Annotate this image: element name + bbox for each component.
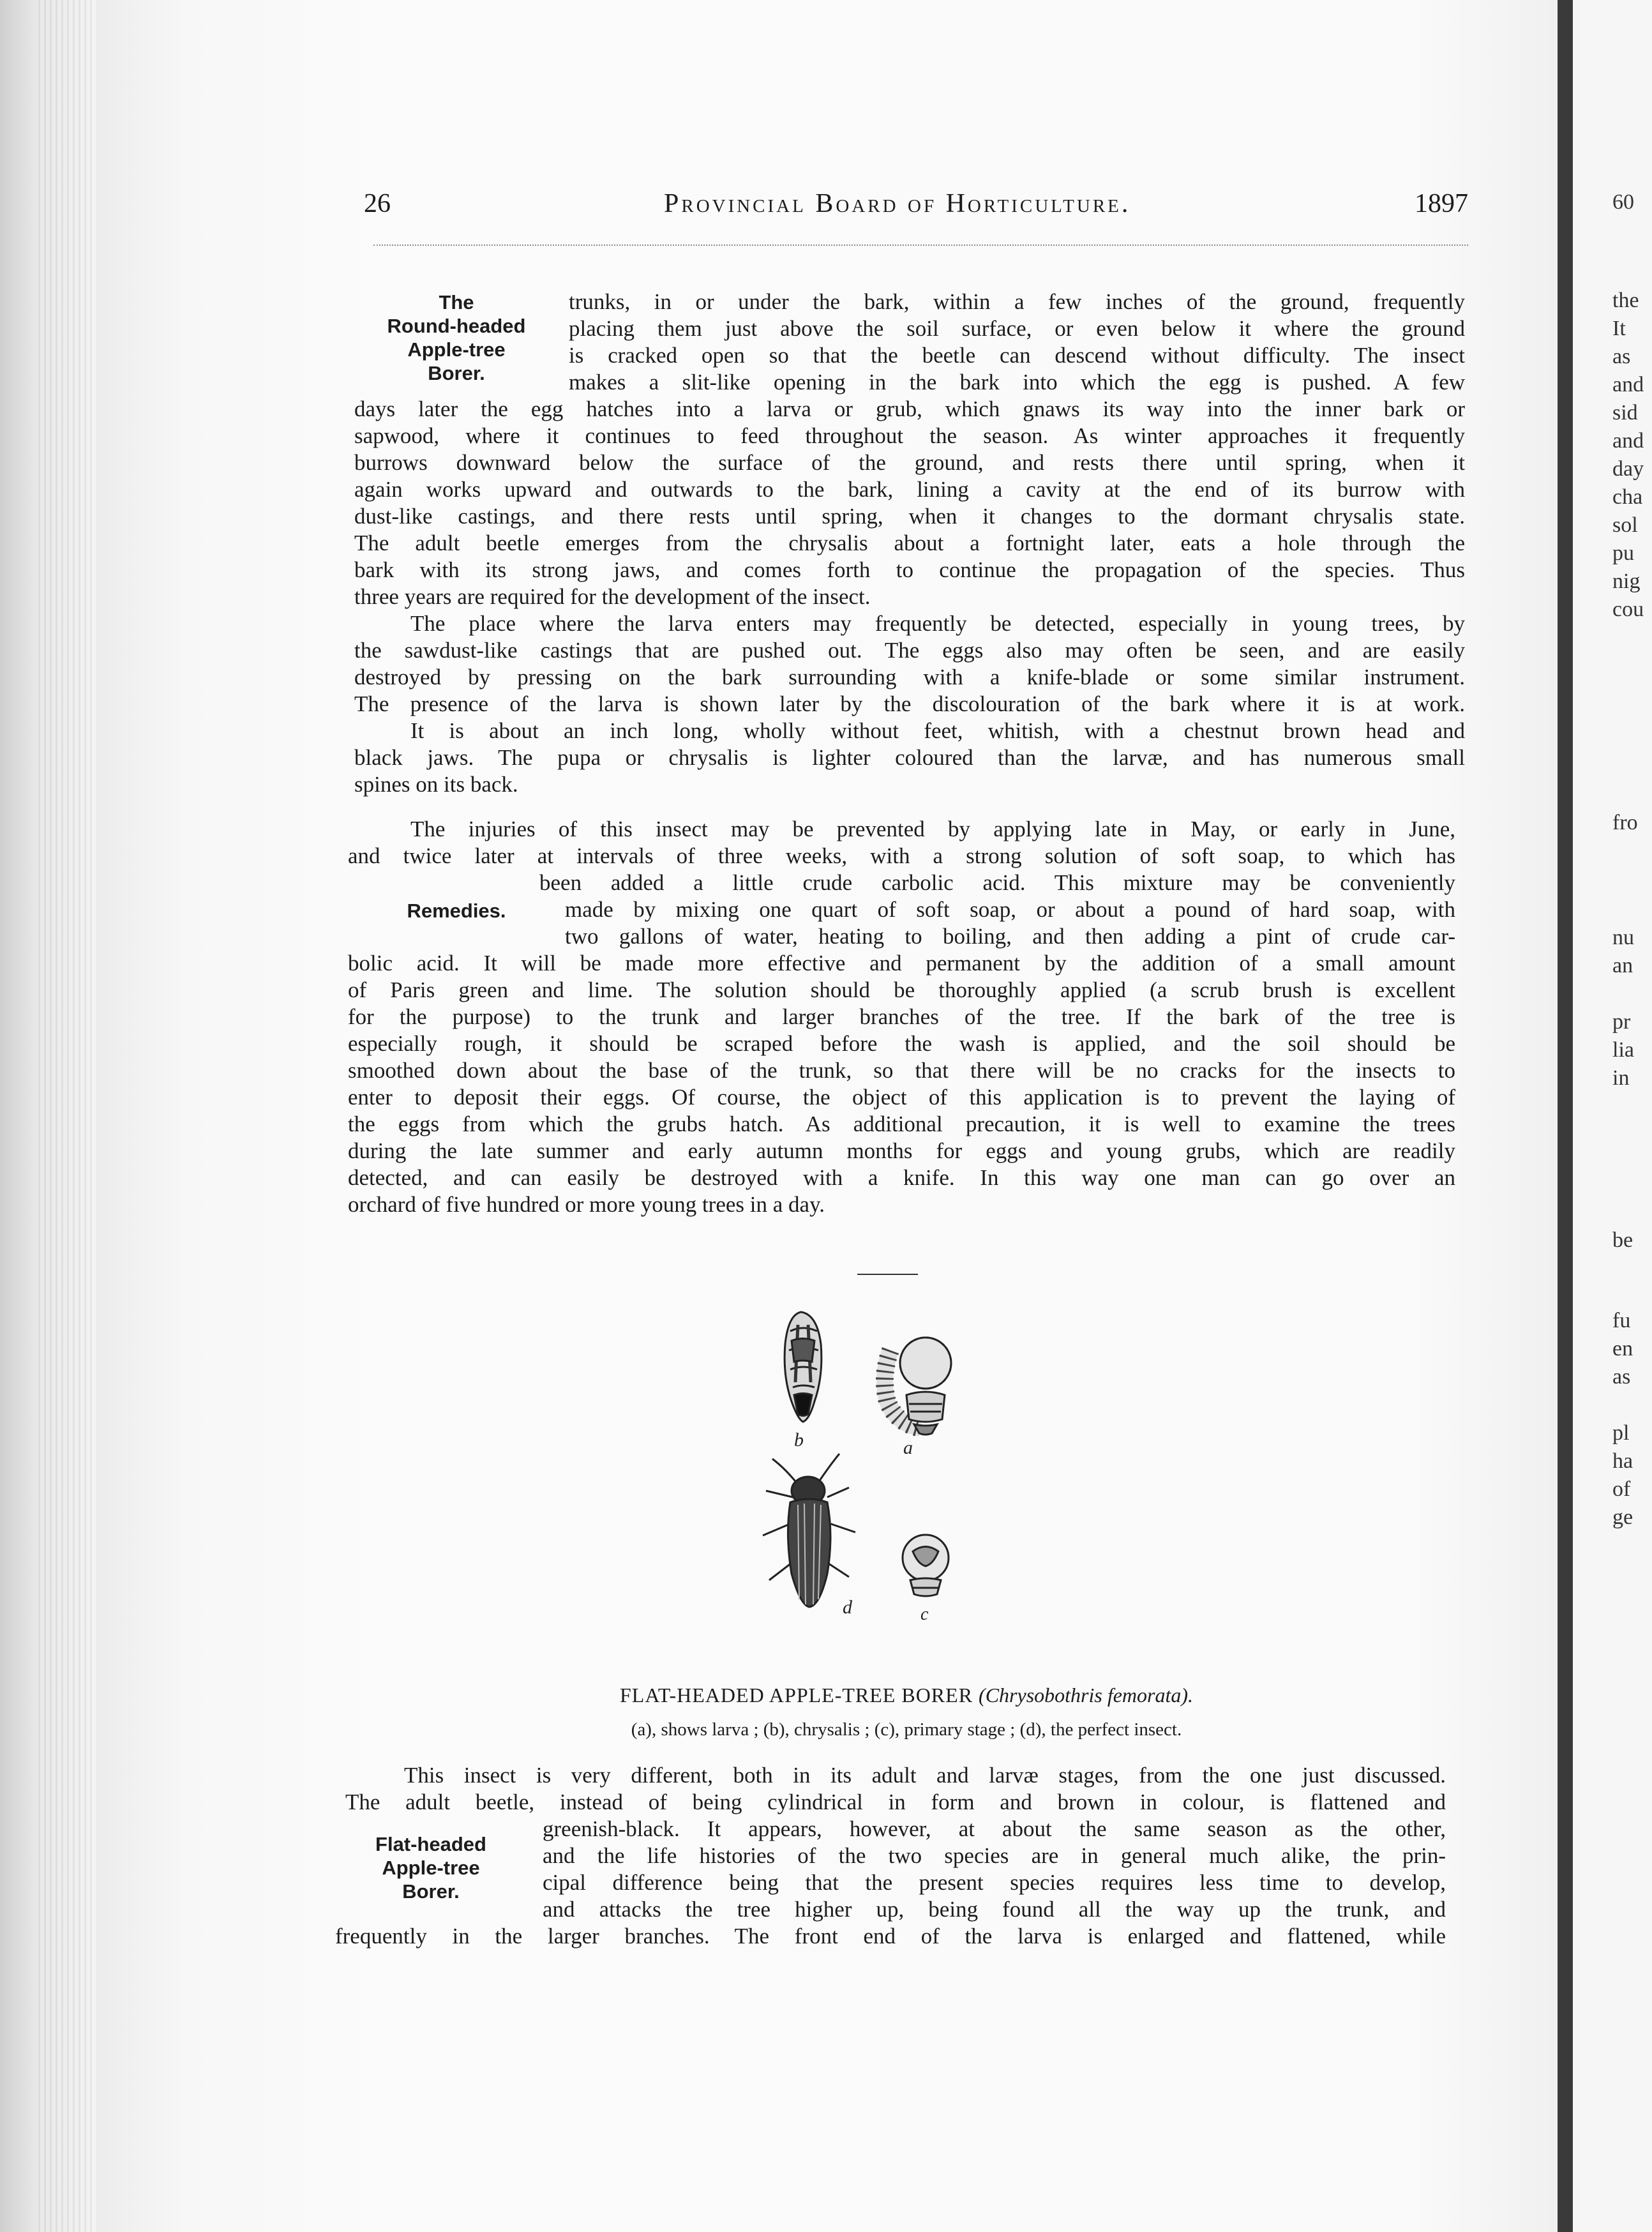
text-line: two gallons of water, heating to boiling, and then adding a pint of crude car-: [565, 924, 1455, 949]
facing-text-fragment: cha: [1612, 485, 1643, 509]
book-binding-edge: [0, 0, 96, 2232]
text-line: and the life histories of the two species are in general much alike, the prin-: [543, 1843, 1446, 1868]
text-line: is cracked open so that the beetle can descend without difficulty. The insect: [569, 343, 1465, 368]
running-header: [364, 188, 1468, 220]
text-line: dust-like castings, and there rests until spring, when it changes to the dormant chrysalis state.: [354, 504, 1465, 529]
figure-caption-latin: (Chrysobothris femorata).: [979, 1684, 1194, 1707]
text-line: The injuries of this insect may be prevented by applying late in May, or early in June,: [410, 817, 1455, 841]
facing-text-fragment: and: [1612, 429, 1644, 453]
facing-text-fragment: ha: [1612, 1449, 1633, 1473]
facing-text-fragment: fro: [1612, 811, 1638, 834]
facing-text-fragment: ge: [1612, 1505, 1633, 1529]
facing-text-fragment: pr: [1612, 1010, 1631, 1034]
text-line: trunks, in or under the bark, within a few inches of the ground, frequently: [569, 289, 1465, 314]
text-line: placing them just above the soil surface, or even below it where the ground: [569, 316, 1465, 341]
facing-text-fragment: day: [1612, 457, 1644, 481]
text-line: spines on its back.: [354, 772, 518, 797]
text-line: of Paris green and lime. The solution should be thoroughly applied (a scrub brush is excellent: [348, 977, 1455, 1002]
text-line: The place where the larva enters may frequently be detected, especially in young trees, by: [410, 611, 1465, 636]
facing-page-number: 60: [1612, 190, 1634, 214]
sidenote-line: Round-headed: [387, 315, 526, 337]
text-line: greenish-black. It appears, however, at about the same season as the other,: [543, 1816, 1446, 1841]
facing-page-fragment: [1573, 0, 1652, 2232]
facing-text-fragment: nig: [1612, 569, 1641, 593]
sidenote-line: The: [439, 291, 474, 313]
facing-text-fragment: nu: [1612, 926, 1634, 949]
text-line: during the late summer and early autumn months for eggs and young grubs, which are readily: [348, 1138, 1455, 1163]
text-line: sapwood, where it continues to feed throughout the season. As winter approaches it frequently: [354, 423, 1465, 448]
text-line: enter to deposit their eggs. Of course, the object of this application is to prevent the laying of: [348, 1085, 1455, 1110]
facing-text-fragment: It: [1612, 317, 1626, 340]
facing-text-fragment: en: [1612, 1337, 1633, 1361]
facing-text-fragment: an: [1612, 954, 1633, 977]
body-section-remedies: [348, 816, 1455, 1218]
text-line: the eggs from which the grubs hatch. As additional precaution, it is well to examine the trees: [348, 1112, 1455, 1136]
text-line: frequently in the larger branches. The front end of the larva is enlarged and flattened, while: [335, 1924, 1446, 1949]
header-rule: [373, 245, 1468, 246]
body-section-flat-headed: [335, 1762, 1446, 1950]
text-line: destroyed by pressing on the bark surrounding with a knife-blade or some similar instrument.: [354, 665, 1465, 690]
text-line: especially rough, it should be scraped before the wash is applied, and the soil should be: [348, 1031, 1455, 1056]
text-line: bolic acid. It will be made more effective and permanent by the addition of a small amount: [348, 951, 1455, 976]
text-line: been added a little crude carbolic acid. This mixture may be conveniently: [539, 870, 1455, 895]
text-line: makes a slit-like opening in the bark into which the egg is pushed. A few: [569, 370, 1465, 395]
figure-label-b: b: [794, 1429, 804, 1451]
page-gutter: [1558, 0, 1573, 2232]
running-title: Provincial Board of Horticulture.: [664, 189, 1131, 218]
figure-label-c: c: [920, 1604, 929, 1624]
text-line: black jaws. The pupa or chrysalis is lighter coloured than the larvæ, and has numerous small: [354, 745, 1465, 770]
text-line: and twice later at intervals of three weeks, with a strong solution of soft soap, to which has: [348, 843, 1455, 868]
facing-text-fragment: as: [1612, 345, 1631, 368]
facing-text-fragment: sid: [1612, 401, 1638, 425]
text-line: made by mixing one quart of soft soap, or about a pound of hard soap, with: [565, 897, 1455, 922]
section-separator: [857, 1274, 918, 1275]
facing-text-fragment: and: [1612, 373, 1644, 396]
facing-text-fragment: as: [1612, 1365, 1631, 1389]
facing-text-fragment: fu: [1612, 1309, 1631, 1332]
facing-text-fragment: of: [1612, 1477, 1631, 1501]
facing-text-fragment: be: [1612, 1228, 1633, 1252]
text-line: the sawdust-like castings that are pushed out. The eggs also may often be seen, and are easily: [354, 638, 1465, 663]
sidenote-line: Remedies.: [407, 900, 506, 922]
text-line: It is about an inch long, wholly without feet, whitish, with a chestnut brown head and: [410, 718, 1465, 743]
body-section-round-headed: [354, 289, 1465, 798]
figure-label-d: d: [843, 1597, 852, 1618]
facing-text-fragment: pu: [1612, 541, 1634, 565]
text-line: smoothed down about the base of the trunk, so that there will be no cracks for the insects to: [348, 1058, 1455, 1083]
text-line: The presence of the larva is shown later by the discolouration of the bark where it is at work.: [354, 691, 1465, 716]
text-line: This insect is very different, both in its adult and larvæ stages, from the one just discussed.: [404, 1763, 1446, 1788]
facing-text-fragment: pl: [1612, 1421, 1630, 1445]
text-line: and attacks the tree higher up, being found all the way up the trunk, and: [543, 1897, 1446, 1922]
text-line: days later the egg hatches into a larva or grub, which gnaws its way into the inner bark or: [354, 396, 1465, 421]
figure-label-a: a: [903, 1437, 913, 1458]
facing-text-fragment: sol: [1612, 513, 1638, 537]
adult-beetle-drawing: [763, 1454, 855, 1607]
header-year: 1897: [1415, 189, 1468, 218]
facing-text-fragment: the: [1612, 289, 1639, 312]
primary-stage-drawing: [903, 1535, 949, 1596]
text-line: The adult beetle emerges from the chrysalis about a fortnight later, eats a hole through the: [354, 531, 1465, 555]
sidenote-line: Apple-tree: [407, 338, 506, 361]
sidenote-line: Flat-headed: [375, 1833, 486, 1855]
sidenote-line: Borer.: [402, 1880, 460, 1903]
text-line: bark with its strong jaws, and comes forth to continue the propagation of the species. Thus: [354, 557, 1465, 582]
text-line: The adult beetle, instead of being cylindrical in form and brown in colour, is flattened and: [345, 1790, 1446, 1814]
sidenote-line: Apple-tree: [382, 1857, 480, 1879]
sidenote-line: Borer.: [428, 362, 485, 384]
figure-caption-detail: (a), shows larva ; (b), chrysalis ; (c), primary stage ; (d), the perfect insect.: [631, 1719, 1182, 1740]
facing-text-fragment: in: [1612, 1066, 1630, 1090]
figure-caption-title: FLAT-HEADED APPLE-TREE BORER: [619, 1684, 973, 1707]
text-line: detected, and can easily be destroyed with a knife. In this way one man can go over an: [348, 1165, 1455, 1190]
chrysalis-drawing: [785, 1312, 822, 1422]
text-line: three years are required for the development of the insect.: [354, 584, 871, 609]
facing-text-fragment: cou: [1612, 598, 1644, 621]
larva-drawing: [885, 1338, 951, 1435]
text-line: orchard of five hundred or more young trees in a day.: [348, 1192, 825, 1217]
borer-illustration: [753, 1306, 1021, 1663]
text-line: burrows downward below the surface of the ground, and rests there until spring, when it: [354, 450, 1465, 475]
figure-caption: [345, 1684, 1468, 1707]
facing-text-fragment: lia: [1612, 1038, 1634, 1062]
text-line: for the purpose) to the trunk and larger branches of the tree. If the bark of the tree is: [348, 1004, 1455, 1029]
text-line: again works upward and outwards to the bark, lining a cavity at the end of its burrow with: [354, 477, 1465, 502]
page-number: 26: [364, 189, 391, 218]
text-line: cipal difference being that the present species requires less time to develop,: [543, 1870, 1446, 1895]
